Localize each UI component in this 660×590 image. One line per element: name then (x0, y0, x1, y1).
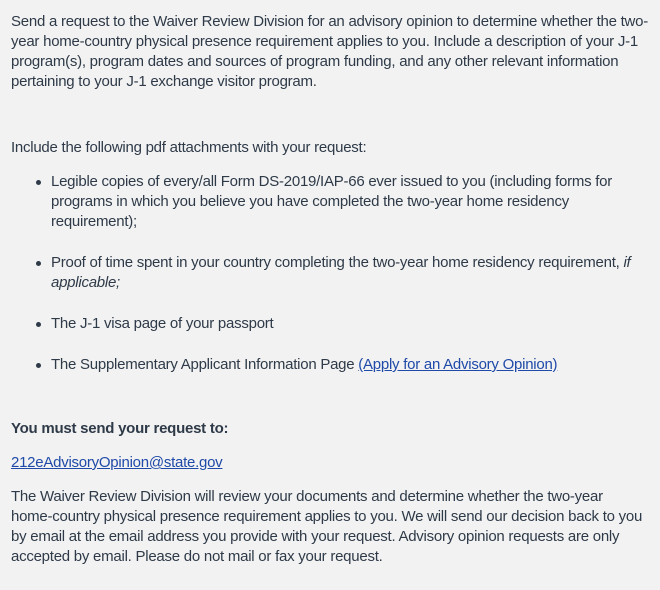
attachments-lead: Include the following pdf attachments with your request: (11, 139, 367, 156)
list-item-text: Proof of time spent in your country completing the two-year home residency requirement, (51, 254, 624, 271)
closing-paragraph: The Waiver Review Division will review your documents and determine whether the two-year home-country physical presence requirement applies to you. We will send our decision back to you by email at the email address you provide with your request. Advisory opinion requests are only accepted by email. Please do not mail or fax your request. (11, 488, 643, 565)
list-item-text: The J-1 visa page of your passport (51, 315, 274, 332)
list-item-text: The Supplementary Applicant Information Page (51, 356, 359, 373)
apply-advisory-opinion-link[interactable]: (Apply for an Advisory Opinion) (358, 356, 558, 373)
list-item (51, 355, 648, 375)
email-line (11, 453, 648, 473)
list-item (51, 314, 648, 334)
intro-paragraph: Send a request to the Waiver Review Division for an advisory opinion to determine whether the two-year home-country physical presence requirement applies to you. Include a description of your J-1 program(s), program dates and sources of program funding, and any other relevant information pertaining to your J-1 exchange visitor program. (11, 13, 648, 90)
list-item (51, 172, 648, 232)
email-link[interactable]: 212eAdvisoryOpinion@state.gov (11, 454, 223, 471)
list-item-text: Legible copies of every/all Form DS-2019/IAP-66 ever issued to you (including forms for programs in which you believe you have completed the two-year home residency requirement); (51, 173, 613, 230)
send-heading: You must send your request to: (11, 420, 229, 437)
if-applicable-emphasis: if applicable; (51, 254, 631, 291)
list-item (51, 253, 648, 293)
attachments-list (11, 172, 648, 375)
